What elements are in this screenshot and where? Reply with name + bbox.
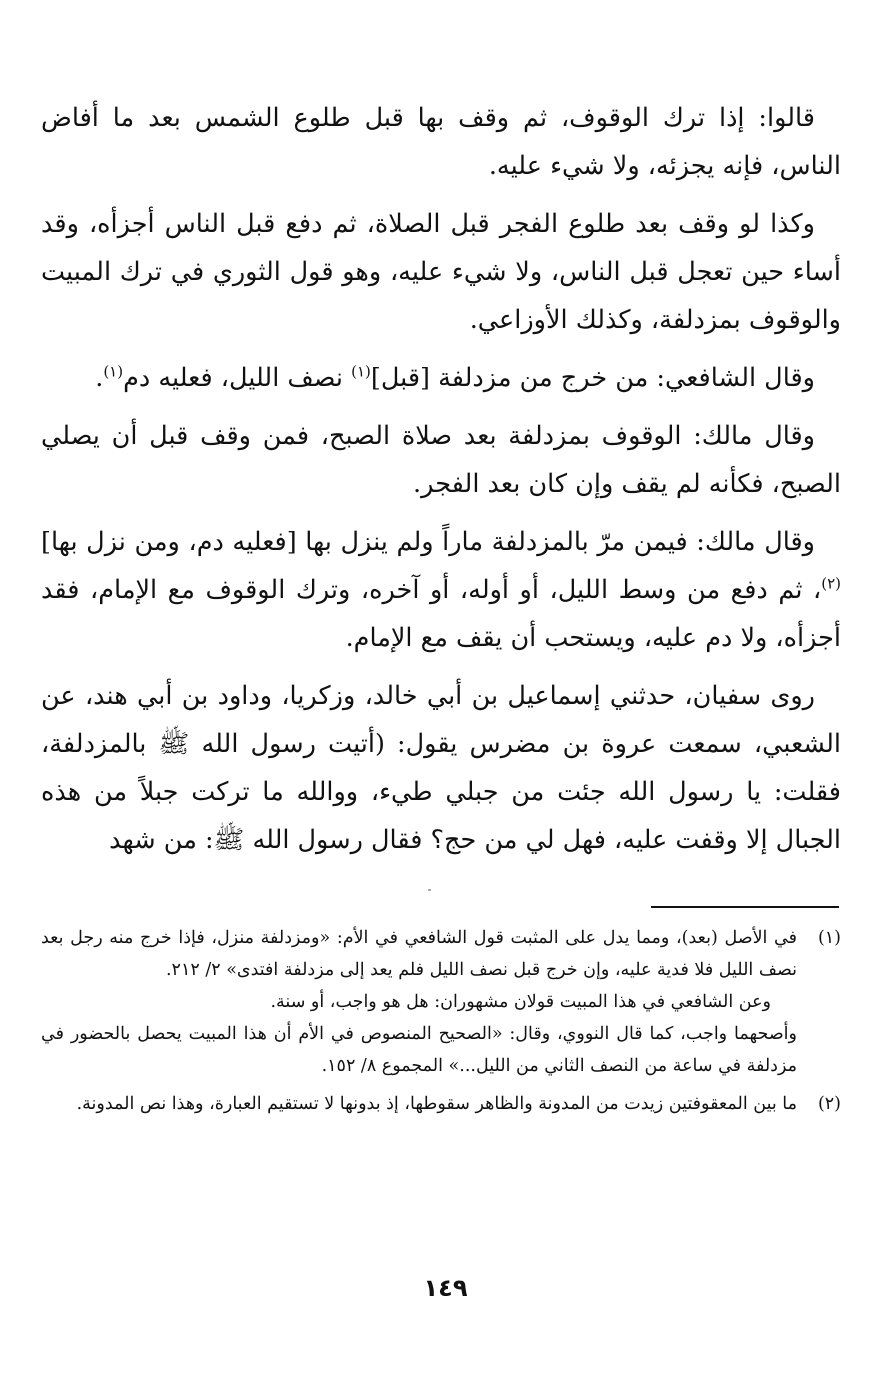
footnote-1-line-3: وأصحهما واجب، كما قال النووي، وقال: «الصحيح المنصوص في الأم أن هذا المبيت يحصل بالحضور في مزدلفة في ساعة من النصف الثاني من الليل...» المجموع ٨/ ١٥٢.	[41, 1024, 797, 1076]
footnote-separator	[651, 906, 839, 908]
paragraph-3-text-b: نصف الليل، فعليه دم	[123, 363, 352, 393]
footnote-1-number: (١)	[817, 928, 841, 948]
page-number: ١٤٩	[423, 1274, 468, 1302]
paragraph-3-text-a: وقال الشافعي: من خرج من مزدلفة [قبل]	[370, 363, 815, 393]
footnote-1-body	[41, 922, 797, 1082]
footnote-ref-1: (١)	[351, 362, 371, 381]
footnote-ref-1-second: (١)	[103, 362, 124, 381]
footnote-2-number: (٢)	[817, 1094, 841, 1114]
footnote-1-line-2: وعن الشافعي في هذا المبيت قولان مشهوران: هل هو واجب، أو سنة.	[270, 992, 771, 1012]
footnote-1-line-1: في الأصل (بعد)، ومما يدل على المثبت قول الشافعي في الأم: «ومزدلفة منزل، فإذا خرج منه رجل بعد نصف الليل فلا فدية عليه، وإن خرج قبل نصف الليل فلم يعد إلى مزدلفة افتدى» ٢/ ٢١٢.	[41, 928, 797, 980]
main-text	[41, 94, 841, 874]
footnote-1	[41, 922, 841, 1082]
paragraph-5-text-a: وقال مالك: فيمن مرّ بالمزدلفة ماراً ولم ينزل بها [فعليه دم، ومن نزل بها]	[41, 527, 815, 557]
paragraph-5-text-b: ، ثم دفع من وسط الليل، أو أوله، أو آخره، وترك الوقوف مع الإمام، فقد أجزأه، ولا دم عليه، ويستحب أن يقف مع الإمام.	[41, 575, 841, 653]
paragraph-6: روى سفيان، حدثني إسماعيل بن أبي خالد، وزكريا، وداود بن أبي هند، عن الشعبي، سمعت عروة بن مضرس يقول: (أتيت رسول الله ﷺ بالمزدلفة، فقلت: يا رسول الله جئت من جبلي طيء، ووالله ما تركت جبلاً من هذه الجبال إلا وقفت عليه، فهل لي من حج؟ فقال رسول الله ﷺ: من شهد	[41, 681, 841, 855]
footnote-2-line-1: ما بين المعقوفتين زيدت من المدونة والظاهر سقوطها، إذ بدونها لا تستقيم العبارة، وهذا نص المدونة.	[76, 1094, 797, 1114]
footnotes	[41, 922, 841, 1126]
footnote-2	[41, 1088, 841, 1120]
paragraph-4: وقال مالك: الوقوف بمزدلفة بعد صلاة الصبح، فمن وقف قبل أن يصلي الصبح، فكأنه لم يقف وإن كان بعد الفجر.	[41, 421, 841, 499]
paragraph-5	[41, 518, 841, 662]
footnote-2-body	[41, 1088, 797, 1120]
paragraph-3-text-c: .	[95, 363, 104, 393]
paragraph-3	[41, 354, 841, 402]
paragraph-1: قالوا: إذا ترك الوقوف، ثم وقف بها قبل طلوع الشمس بعد ما أفاض الناس، فإنه يجزئه، ولا شيء عليه.	[41, 103, 841, 181]
paragraph-2: وكذا لو وقف بعد طلوع الفجر قبل الصلاة، ثم دفع قبل الناس أجزأه، وقد أساء حين تعجل قبل الناس، ولا شيء عليه، وهو قول الثوري في ترك المبيت والوقوف بمزدلفة، وكذلك الأوزاعي.	[41, 209, 841, 335]
footnote-ref-2: (٢)	[821, 574, 841, 593]
scan-speck	[428, 889, 431, 891]
